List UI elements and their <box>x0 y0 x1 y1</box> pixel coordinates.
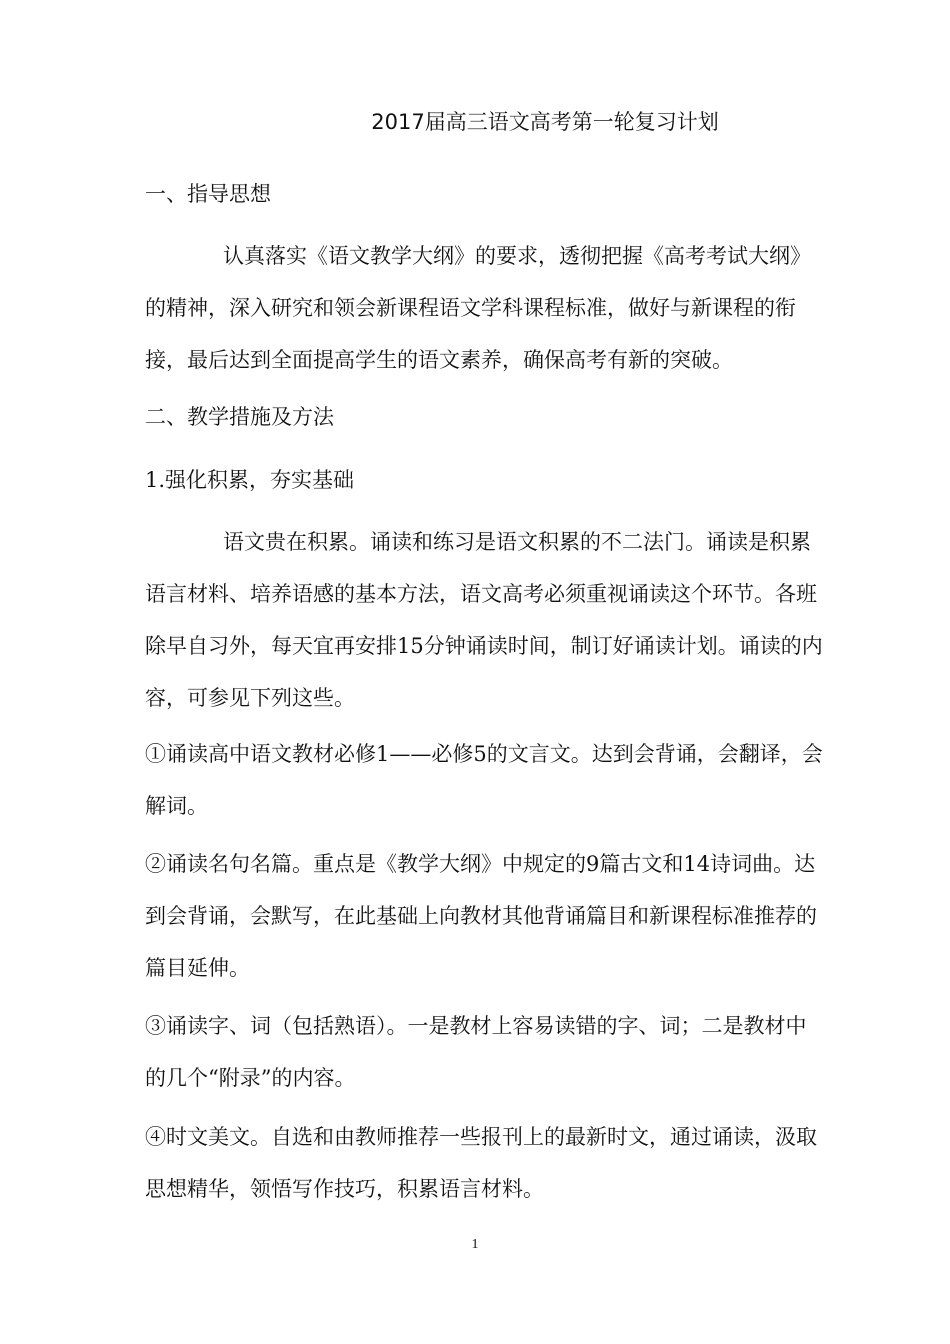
guiding-thought-paragraph: 认真落实《语文教学大纲》的要求，透彻把握《高考考试大纲》的精神，深入研究和领会新课程语文学科课程标准，做好与新课程的衔接，最后达到全面提高学生的语文素养，确保高考有新的突破。 <box>145 244 811 372</box>
document-title: 2017届高三语文高考第一轮复习计划 <box>371 110 719 134</box>
list-item-2: ②诵读名句名篇。重点是《教学大纲》中规定的9篇古文和14诗词曲。达到会背诵，会默写，在此基础上向教材其他背诵篇目和新课程标准推荐的篇目延伸。 <box>145 852 817 980</box>
list-item-4: ④时文美文。自选和由教师推荐一些报刊上的最新时文，通过诵读，汲取思想精华，领悟写作技巧，积累语言材料。 <box>145 1125 817 1201</box>
section-heading-guiding-thought: 一、指导思想 <box>145 182 271 206</box>
accumulation-paragraph: 语文贵在积累。诵读和练习是语文积累的不二法门。诵读是积累语言材料、培养语感的基本方法，语文高考必须重视诵读这个环节。各班除早自习外，每天宜再安排15分钟诵读时间，制订好诵读计划。诵读的内容，可参见下列这些。 <box>145 530 823 710</box>
list-item-3: ③诵读字、词（包括熟语）。一是教材上容易读错的字、词；二是教材中的几个“附录”的内容。 <box>145 1014 807 1090</box>
page-number: 1 <box>471 1237 479 1252</box>
subsection-heading-accumulation: 1.强化积累，夯实基础 <box>145 468 355 492</box>
list-item-1: ①诵读高中语文教材必修1——必修5的文言文。达到会背诵，会翻译，会解词。 <box>145 742 823 818</box>
section-heading-teaching-measures: 二、教学措施及方法 <box>145 405 334 429</box>
